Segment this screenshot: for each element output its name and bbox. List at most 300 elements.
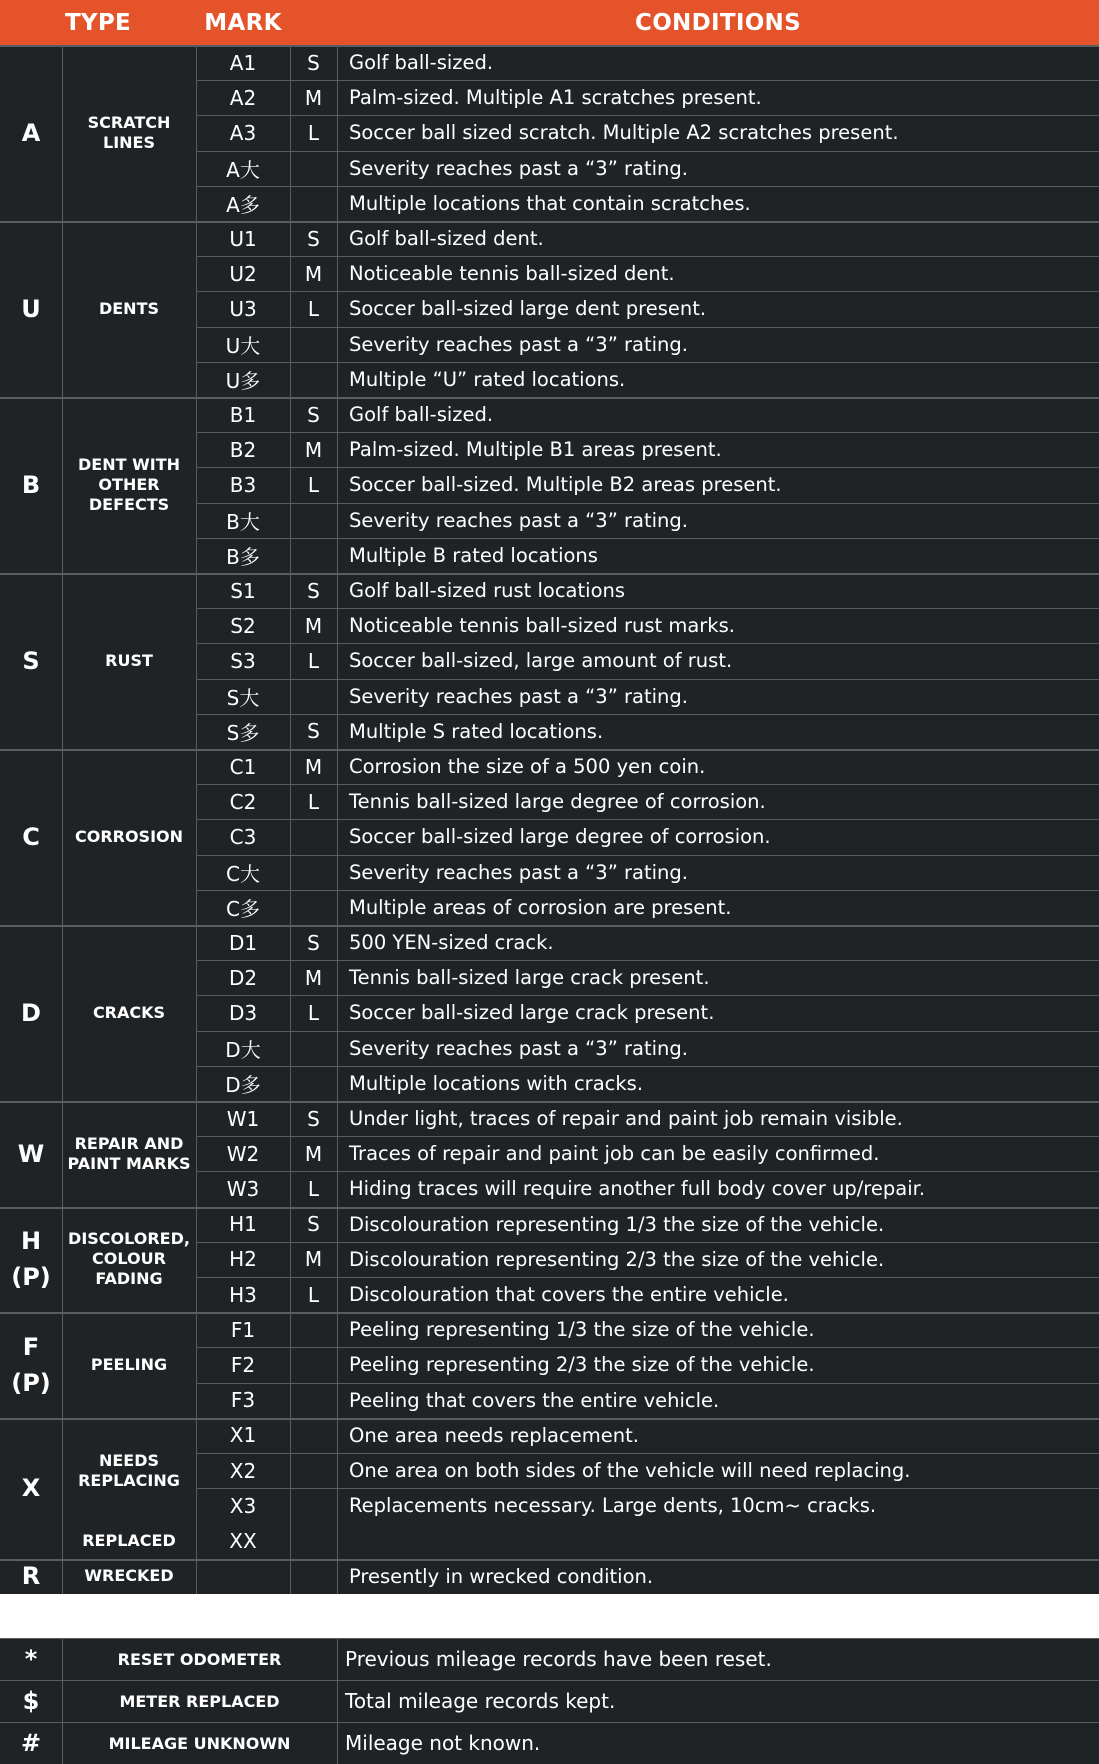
section-label-8: [62, 1312, 196, 1418]
section-letter-5: [0, 925, 62, 1101]
section-extra-label-9-text: REPLACED: [82, 1530, 176, 1550]
row-line: [196, 80, 1099, 81]
severity-4-0-text: M: [304, 754, 323, 779]
severity-3-3: [290, 679, 337, 714]
condition-8-2-text: Peeling that covers the entire vehicle.: [349, 1388, 720, 1412]
row-line: [196, 1242, 1099, 1243]
mark-7-1-text: H2: [229, 1247, 257, 1272]
condition-0-3: [337, 151, 1099, 186]
mark-5-4-text: D多: [225, 1072, 261, 1097]
severity-6-1: [290, 1136, 337, 1171]
section-letter-5-text: D: [21, 999, 41, 1027]
condition-3-3-text: Severity reaches past a “3” rating.: [349, 684, 688, 708]
condition-6-1: [337, 1136, 1099, 1171]
condition-6-2: [337, 1171, 1099, 1206]
section-label-6: [62, 1101, 196, 1207]
section-letter-2-text: B: [21, 471, 41, 499]
mark-0-3-text: A大: [226, 157, 260, 182]
mark-4-4-text: C多: [226, 896, 260, 921]
mark-9-1-text: X2: [229, 1458, 257, 1483]
condition-0-1: [337, 80, 1099, 115]
section-line: [0, 749, 1099, 751]
severity-0-2: [290, 115, 337, 150]
mark-4-0: [196, 749, 290, 784]
mark-2-0: [196, 397, 290, 432]
row-line: [196, 1066, 1099, 1067]
section-letter-0-text: A: [21, 119, 41, 147]
severity-5-0: [290, 925, 337, 960]
section-label-5: [62, 925, 196, 1101]
severity-1-0: [290, 221, 337, 256]
footer-column-line: [337, 1638, 338, 1764]
condition-2-0: [337, 397, 1099, 432]
footer-symbol-1-text: $: [22, 1687, 40, 1715]
condition-5-3-text: Severity reaches past a “3” rating.: [349, 1036, 688, 1060]
row-line: [196, 608, 1099, 609]
mark-6-0: [196, 1101, 290, 1136]
section-line: [0, 573, 1099, 575]
severity-5-2: [290, 995, 337, 1030]
condition-9-1-text: One area on both sides of the vehicle will need replacing.: [349, 1459, 911, 1483]
mark-9-2-text: X3: [229, 1493, 257, 1518]
footer-label-2-text: MILEAGE UNKNOWN: [108, 1733, 291, 1753]
section-label-2: [62, 397, 196, 573]
condition-4-3-text: Severity reaches past a “3” rating.: [349, 860, 688, 884]
severity-6-0: [290, 1101, 337, 1136]
severity-2-0: [290, 397, 337, 432]
severity-7-2: [290, 1277, 337, 1312]
severity-3-4-text: S: [307, 719, 320, 744]
section-line: [0, 1101, 1099, 1103]
row-line: [196, 995, 1099, 996]
severity-3-1: [290, 608, 337, 643]
mark-4-1-text: C2: [229, 789, 257, 814]
mark-4-1: [196, 784, 290, 819]
section-letter-6: [0, 1101, 62, 1207]
condition-1-4: [337, 362, 1099, 397]
severity-5-1-text: M: [304, 965, 323, 990]
row-line: [196, 327, 1099, 328]
severity-4-1: [290, 784, 337, 819]
section-letter-1: [0, 221, 62, 397]
section-label-4-text: CORROSION: [74, 827, 184, 846]
section-label-9-text: NEEDS REPLACING: [78, 1450, 180, 1490]
mark-2-3-text: B大: [226, 509, 260, 534]
condition-1-3: [337, 327, 1099, 362]
condition-2-0-text: Golf ball-sized.: [349, 403, 494, 427]
severity-4-1-text: L: [307, 789, 320, 814]
mark-0-1: [196, 80, 290, 115]
condition-8-2: [337, 1383, 1099, 1418]
mark-8-0-text: F1: [230, 1317, 256, 1342]
mark-1-4-text: U多: [225, 368, 261, 393]
condition-4-3: [337, 855, 1099, 890]
mark-3-0: [196, 573, 290, 608]
condition-5-3: [337, 1031, 1099, 1066]
footer-label-1: [62, 1680, 337, 1722]
mark-7-2-text: H3: [229, 1282, 257, 1307]
mark-4-4: [196, 890, 290, 925]
section-label-3-text: RUST: [105, 651, 153, 670]
header-conditions: [337, 0, 1099, 45]
severity-8-1: [290, 1347, 337, 1382]
section-letter-6-text: W: [17, 1139, 45, 1168]
condition-4-0: [337, 749, 1099, 784]
mark-4-0-text: C1: [229, 754, 257, 779]
condition-5-1-text: Tennis ball-sized large crack present.: [349, 966, 710, 990]
section-label-5-text: CRACKS: [92, 1003, 166, 1022]
header-mark-extra: [290, 0, 337, 45]
section-line: [0, 397, 1099, 399]
condition-7-0: [337, 1207, 1099, 1242]
condition-2-2: [337, 467, 1099, 502]
mark-6-1-text: W2: [226, 1141, 260, 1166]
mark-5-1: [196, 960, 290, 995]
mark-5-3-text: D大: [225, 1037, 261, 1062]
severity-0-2-text: L: [307, 120, 320, 145]
severity-4-0: [290, 749, 337, 784]
row-line: [196, 1347, 1099, 1348]
mark-0-0: [196, 45, 290, 80]
mark-6-2-text: W3: [226, 1176, 260, 1201]
condition-3-1: [337, 608, 1099, 643]
severity-0-0-text: S: [307, 50, 320, 75]
row-line: [196, 538, 1099, 539]
row-line: [196, 1031, 1099, 1032]
severity-9-1: [290, 1453, 337, 1488]
section-letter-3: [0, 573, 62, 749]
severity-3-0: [290, 573, 337, 608]
condition-4-4: [337, 890, 1099, 925]
section-line: [0, 1418, 1099, 1420]
mark-2-2-text: B3: [229, 472, 257, 497]
severity-0-0: [290, 45, 337, 80]
section-line: [0, 221, 1099, 223]
section-label-4: [62, 749, 196, 925]
severity-1-0-text: S: [307, 226, 320, 251]
mark-1-2: [196, 291, 290, 326]
condition-3-0: [337, 573, 1099, 608]
condition-9-1: [337, 1453, 1099, 1488]
severity-3-2: [290, 643, 337, 678]
footer-condition-1: [337, 1680, 1099, 1722]
severity-7-2-text: L: [307, 1282, 320, 1307]
section-letter-3-text: S: [22, 647, 40, 675]
mark-5-0-text: D1: [228, 930, 258, 955]
mark-5-3: [196, 1031, 290, 1066]
mark-5-2-text: D3: [228, 1000, 258, 1025]
condition-1-3-text: Severity reaches past a “3” rating.: [349, 332, 688, 356]
row-line: [196, 503, 1099, 504]
row-line: [196, 855, 1099, 856]
mark-8-1: [196, 1347, 290, 1382]
mark-extra-9: [196, 1523, 290, 1558]
section-extra-label-9: [62, 1523, 196, 1558]
section-line: [0, 1312, 1099, 1314]
header-type: [0, 0, 196, 45]
mark-4-2-text: C3: [229, 824, 257, 849]
condition-6-2-text: Hiding traces will require another full body cover up/repair.: [349, 1177, 926, 1201]
condition-4-4-text: Multiple areas of corrosion are present.: [349, 895, 732, 919]
severity-1-2-text: L: [307, 296, 320, 321]
row-line: [196, 362, 1099, 363]
severity-3-1-text: M: [304, 613, 323, 638]
condition-0-2: [337, 115, 1099, 150]
column-line: [290, 45, 291, 1594]
section-label-10: [62, 1559, 196, 1594]
condition-6-0: [337, 1101, 1099, 1136]
severity-3-4: [290, 714, 337, 749]
header-conditions-text: CONDITIONS: [635, 9, 801, 36]
condition-5-0: [337, 925, 1099, 960]
section-letter-9-text: X: [21, 1474, 41, 1503]
section-label-1-text: DENTS: [98, 299, 160, 318]
condition-8-0-text: Peeling representing 1/3 the size of the vehicle.: [349, 1318, 815, 1342]
row-line: [196, 1136, 1099, 1137]
condition-7-1: [337, 1242, 1099, 1277]
condition-3-1-text: Noticeable tennis ball-sized rust marks.: [349, 614, 735, 638]
row-line: [196, 1171, 1099, 1172]
severity-7-0-text: S: [307, 1212, 320, 1237]
footer-symbol-0: [0, 1638, 62, 1680]
footer-label-1-text: METER REPLACED: [119, 1691, 280, 1711]
condition-4-1-text: Tennis ball-sized large degree of corrosion.: [349, 790, 766, 814]
condition-2-4: [337, 538, 1099, 573]
row-line: [196, 960, 1099, 961]
row-line: [196, 256, 1099, 257]
footer-row-line: [0, 1722, 1099, 1723]
mark-7-2: [196, 1277, 290, 1312]
severity-10-0: [290, 1559, 337, 1594]
severity-6-2-text: L: [307, 1176, 320, 1201]
row-line: [196, 432, 1099, 433]
severity-1-2: [290, 291, 337, 326]
mark-3-1: [196, 608, 290, 643]
section-label-7-text: DISCOLORED, COLOUR FADING: [68, 1229, 190, 1289]
severity-0-3: [290, 151, 337, 186]
mark-1-0-text: U1: [229, 226, 257, 251]
mark-1-3: [196, 327, 290, 362]
section-letter-0: [0, 45, 62, 221]
row-line: [196, 714, 1099, 715]
condition-1-1-text: Noticeable tennis ball-sized dent.: [349, 262, 675, 286]
mark-3-3-text: S大: [226, 685, 260, 710]
section-letter-10: [0, 1559, 62, 1594]
severity-2-1-text: M: [304, 437, 323, 462]
section-label-1: [62, 221, 196, 397]
condition-3-2-text: Soccer ball-sized, large amount of rust.: [349, 649, 733, 673]
section-letter-7-text: H (P): [11, 1227, 51, 1292]
condition-6-1-text: Traces of repair and paint job can be easily confirmed.: [349, 1142, 880, 1166]
mark-6-1: [196, 1136, 290, 1171]
footer-symbol-2: [0, 1722, 62, 1764]
mark-5-1-text: D2: [228, 965, 258, 990]
mark-4-3: [196, 855, 290, 890]
severity-2-1: [290, 432, 337, 467]
row-line: [196, 1453, 1099, 1454]
condition-2-3: [337, 503, 1099, 538]
condition-9-2-text: Replacements necessary. Large dents, 10cm~ cracks.: [349, 1494, 877, 1518]
condition-2-4-text: Multiple B rated locations: [349, 543, 598, 567]
condition-0-0-text: Golf ball-sized.: [349, 51, 494, 75]
severity-2-4: [290, 538, 337, 573]
condition-5-1: [337, 960, 1099, 995]
condition-0-4: [337, 186, 1099, 221]
mark-8-2: [196, 1383, 290, 1418]
mark-1-3-text: U大: [225, 333, 261, 358]
mark-6-2: [196, 1171, 290, 1206]
footer-condition-2-text: Mileage not known.: [345, 1731, 541, 1755]
severity-4-3: [290, 855, 337, 890]
mark-0-0-text: A1: [229, 50, 257, 75]
mark-3-2-text: S3: [230, 648, 256, 673]
condition-4-2-text: Soccer ball-sized large degree of corrosion.: [349, 825, 771, 849]
condition-extra-9: [337, 1523, 1099, 1558]
footer-label-2: [62, 1722, 337, 1764]
condition-0-4-text: Multiple locations that contain scratches.: [349, 191, 751, 215]
condition-1-0-text: Golf ball-sized dent.: [349, 227, 544, 251]
severity-6-0-text: S: [307, 1106, 320, 1131]
section-letter-8: [0, 1312, 62, 1418]
condition-4-0-text: Corrosion the size of a 500 yen coin.: [349, 755, 706, 779]
row-line: [196, 643, 1099, 644]
mark-6-0-text: W1: [226, 1106, 260, 1131]
condition-4-2: [337, 819, 1099, 854]
footer-row-line: [0, 1638, 1099, 1639]
footer-condition-0-text: Previous mileage records have been reset.: [345, 1647, 772, 1671]
column-line: [196, 45, 197, 1594]
condition-0-1-text: Palm-sized. Multiple A1 scratches present.: [349, 86, 762, 110]
footer-label-0-text: RESET ODOMETER: [117, 1649, 282, 1669]
row-line: [196, 679, 1099, 680]
severity-7-1-text: M: [304, 1247, 323, 1272]
mark-5-0: [196, 925, 290, 960]
mark-2-0-text: B1: [229, 402, 257, 427]
severity-5-1: [290, 960, 337, 995]
severity-5-2-text: L: [307, 1000, 320, 1025]
section-letter-9: [0, 1418, 62, 1559]
footer-condition-0: [337, 1638, 1099, 1680]
mark-9-0: [196, 1418, 290, 1453]
condition-1-4-text: Multiple “U” rated locations.: [349, 367, 626, 391]
mark-extra-9-text: XX: [229, 1528, 257, 1553]
condition-2-1: [337, 432, 1099, 467]
mark-9-0-text: X1: [229, 1423, 257, 1448]
mark-4-3-text: C大: [226, 861, 260, 886]
mark-3-1-text: S2: [230, 613, 256, 638]
severity-8-0: [290, 1312, 337, 1347]
condition-10-0: [337, 1559, 1099, 1594]
mark-1-0: [196, 221, 290, 256]
section-line: [0, 1207, 1099, 1209]
column-line: [337, 45, 338, 1594]
row-line: [196, 1277, 1099, 1278]
mark-7-0: [196, 1207, 290, 1242]
section-letter-7: [0, 1207, 62, 1313]
severity-5-0-text: S: [307, 930, 320, 955]
severity-7-0: [290, 1207, 337, 1242]
condition-5-0-text: 500 YEN-sized crack.: [349, 931, 554, 955]
severity-2-3: [290, 503, 337, 538]
row-line: [196, 291, 1099, 292]
mark-1-2-text: U3: [229, 296, 257, 321]
section-label-7: [62, 1207, 196, 1313]
mark-9-1: [196, 1453, 290, 1488]
row-line: [196, 186, 1099, 187]
mark-2-3: [196, 503, 290, 538]
severity-1-4: [290, 362, 337, 397]
row-line: [196, 890, 1099, 891]
condition-3-2: [337, 643, 1099, 678]
mark-7-1: [196, 1242, 290, 1277]
row-line: [196, 819, 1099, 820]
row-line: [196, 784, 1099, 785]
severity-6-2: [290, 1171, 337, 1206]
footer-symbol-1: [0, 1680, 62, 1722]
header-type-text: TYPE: [64, 9, 132, 36]
severity-9-0: [290, 1418, 337, 1453]
mark-2-1-text: B2: [229, 437, 257, 462]
mark-5-2: [196, 995, 290, 1030]
severity-8-2: [290, 1383, 337, 1418]
mark-0-4-text: A多: [226, 192, 260, 217]
row-line: [196, 467, 1099, 468]
footer-column-line: [62, 1638, 63, 1764]
condition-7-2: [337, 1277, 1099, 1312]
condition-9-2: [337, 1488, 1099, 1523]
severity-extra-9: [290, 1523, 337, 1558]
condition-3-4: [337, 714, 1099, 749]
condition-5-2-text: Soccer ball-sized large crack present.: [349, 1001, 715, 1025]
severity-0-4: [290, 186, 337, 221]
mark-0-2-text: A3: [229, 120, 257, 145]
mark-1-1: [196, 256, 290, 291]
condition-5-2: [337, 995, 1099, 1030]
severity-2-2: [290, 467, 337, 502]
severity-2-0-text: S: [307, 402, 320, 427]
mark-8-1-text: F2: [230, 1352, 256, 1377]
severity-4-2: [290, 819, 337, 854]
condition-0-0: [337, 45, 1099, 80]
condition-2-3-text: Severity reaches past a “3” rating.: [349, 508, 688, 532]
condition-7-2-text: Discolouration that covers the entire vehicle.: [349, 1283, 789, 1307]
condition-1-1: [337, 256, 1099, 291]
condition-3-0-text: Golf ball-sized rust locations: [349, 579, 626, 603]
condition-5-4: [337, 1066, 1099, 1101]
condition-8-0: [337, 1312, 1099, 1347]
section-gap: [0, 1594, 1099, 1638]
condition-9-0: [337, 1418, 1099, 1453]
condition-2-1-text: Palm-sized. Multiple B1 areas present.: [349, 438, 722, 462]
mark-2-4-text: B多: [226, 544, 260, 569]
condition-6-0-text: Under light, traces of repair and paint job remain visible.: [349, 1107, 903, 1131]
mark-2-2: [196, 467, 290, 502]
severity-1-1-text: M: [304, 261, 323, 286]
header-mark-text: MARK: [204, 9, 282, 36]
mark-7-0-text: H1: [229, 1212, 257, 1237]
condition-2-2-text: Soccer ball-sized. Multiple B2 areas present.: [349, 473, 782, 497]
footer-symbol-2-text: #: [20, 1729, 42, 1757]
section-letter-8-text: F (P): [11, 1332, 51, 1397]
severity-2-2-text: L: [307, 472, 320, 497]
condition-4-1: [337, 784, 1099, 819]
section-line: [0, 1559, 1099, 1561]
section-line: [0, 45, 1099, 47]
row-line: [196, 1383, 1099, 1384]
severity-7-1: [290, 1242, 337, 1277]
condition-8-1: [337, 1347, 1099, 1382]
condition-7-1-text: Discolouration representing 2/3 the size of the vehicle.: [349, 1247, 885, 1271]
